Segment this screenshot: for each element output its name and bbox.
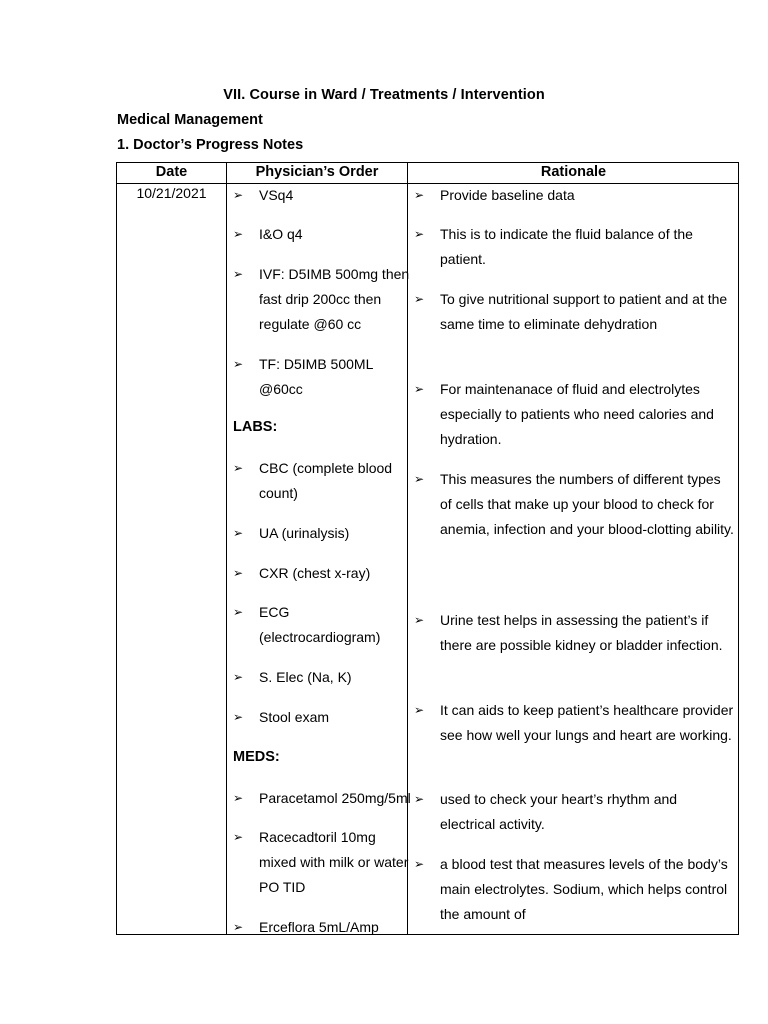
- arrow-bullet-icon: ➢: [414, 703, 425, 717]
- order-item: [233, 222, 413, 247]
- arrow-bullet-icon: ➢: [414, 792, 425, 806]
- rationale-text: This measures the numbers of different types of cells that make up your blood to check for anemia, infection and your blood-clotting ability.: [440, 471, 734, 538]
- progress-notes-table: [116, 162, 739, 935]
- labs-label: LABS:: [233, 419, 278, 435]
- order-text: CBC (complete blood count): [259, 460, 393, 502]
- arrow-bullet-icon: ➢: [414, 227, 425, 241]
- rationale-item: [414, 287, 736, 337]
- arrow-bullet-icon: ➢: [414, 613, 425, 627]
- order-text: VSq4: [259, 187, 294, 203]
- header-rationale: Rationale: [540, 164, 607, 180]
- arrow-bullet-icon: ➢: [233, 566, 244, 580]
- arrow-bullet-icon: ➢: [233, 830, 244, 844]
- rationale-text: a blood test that measures levels of the body’s main electrolytes. Sodium, which helps control the amount of: [440, 856, 728, 923]
- order-item: [233, 521, 413, 546]
- table-header-row: [117, 163, 738, 184]
- arrow-bullet-icon: ➢: [414, 857, 425, 871]
- arrow-bullet-icon: ➢: [233, 791, 244, 805]
- arrow-bullet-icon: ➢: [233, 461, 244, 475]
- order-text: IVF: D5IMB 500mg then fast drip 200cc then regulate @60 cc: [259, 266, 410, 333]
- meds-label: MEDS:: [233, 749, 280, 765]
- rationale-item: [414, 698, 736, 748]
- arrow-bullet-icon: ➢: [414, 472, 425, 486]
- order-item: [233, 183, 413, 208]
- order-item: [233, 825, 413, 901]
- order-text: Racecadtoril 10mg mixed with milk or water PO TID: [259, 829, 409, 896]
- rationale-item: [414, 787, 736, 837]
- arrow-bullet-icon: ➢: [233, 526, 244, 540]
- arrow-bullet-icon: ➢: [233, 710, 244, 724]
- rationale-item: [414, 222, 736, 272]
- order-text: UA (urinalysis): [259, 525, 350, 541]
- rationale-item: [414, 183, 736, 208]
- rationale-text: Provide baseline data: [440, 187, 575, 203]
- order-item: [233, 600, 413, 650]
- arrow-bullet-icon: ➢: [233, 670, 244, 684]
- arrow-bullet-icon: ➢: [233, 357, 244, 371]
- rationale-item: [414, 608, 736, 658]
- header-physician-order: Physician’s Order: [255, 164, 379, 180]
- arrow-bullet-icon: ➢: [233, 188, 244, 202]
- rationale-text: used to check your heart’s rhythm and electrical activity.: [440, 791, 678, 833]
- order-text: I&O q4: [259, 226, 303, 242]
- order-text: CXR (chest x-ray): [259, 565, 371, 581]
- order-item: [233, 352, 413, 402]
- order-text: Erceflora 5mL/Amp: [259, 919, 379, 935]
- rationale-text: For maintenanace of fluid and electrolytes especially to patients who need calories and hydration.: [440, 381, 714, 448]
- order-text: S. Elec (Na, K): [259, 669, 352, 685]
- arrow-bullet-icon: ➢: [233, 605, 244, 619]
- rationale-text: To give nutritional support to patient and at the same time to eliminate dehydration: [440, 291, 728, 333]
- order-text: Stool exam: [259, 709, 330, 725]
- page-title: VII. Course in Ward / Treatments / Intervention: [223, 87, 545, 103]
- order-item: [233, 786, 413, 811]
- arrow-bullet-icon: ➢: [414, 382, 425, 396]
- column-divider: [226, 163, 227, 934]
- date-cell: 10/21/2021: [136, 185, 207, 201]
- order-text: Paracetamol 250mg/5ml: [259, 790, 411, 806]
- arrow-bullet-icon: ➢: [233, 920, 244, 934]
- rationale-item: [414, 852, 736, 928]
- rationale-item: [414, 377, 736, 453]
- arrow-bullet-icon: ➢: [233, 227, 244, 241]
- rationale-text: This is to indicate the fluid balance of the patient.: [440, 226, 693, 268]
- rationale-text: Urine test helps in assessing the patient’s if there are possible kidney or bladder infection.: [440, 612, 723, 654]
- arrow-bullet-icon: ➢: [414, 292, 425, 306]
- arrow-bullet-icon: ➢: [414, 188, 425, 202]
- subsection-heading: 1. Doctor’s Progress Notes: [117, 137, 304, 153]
- order-item: [233, 561, 413, 586]
- order-item: [233, 665, 413, 690]
- rationale-text: It can aids to keep patient’s healthcare provider see how well your lungs and heart are working.: [440, 702, 734, 744]
- section-heading: Medical Management: [117, 112, 263, 128]
- order-item: [233, 705, 413, 730]
- order-text: ECG (electrocardiogram): [259, 604, 381, 646]
- order-item: [233, 456, 413, 506]
- arrow-bullet-icon: ➢: [233, 267, 244, 281]
- order-item: [233, 915, 413, 935]
- order-text: TF: D5IMB 500ML @60cc: [259, 356, 373, 398]
- rationale-item: [414, 467, 736, 543]
- order-item: [233, 262, 413, 338]
- header-date: Date: [155, 164, 188, 180]
